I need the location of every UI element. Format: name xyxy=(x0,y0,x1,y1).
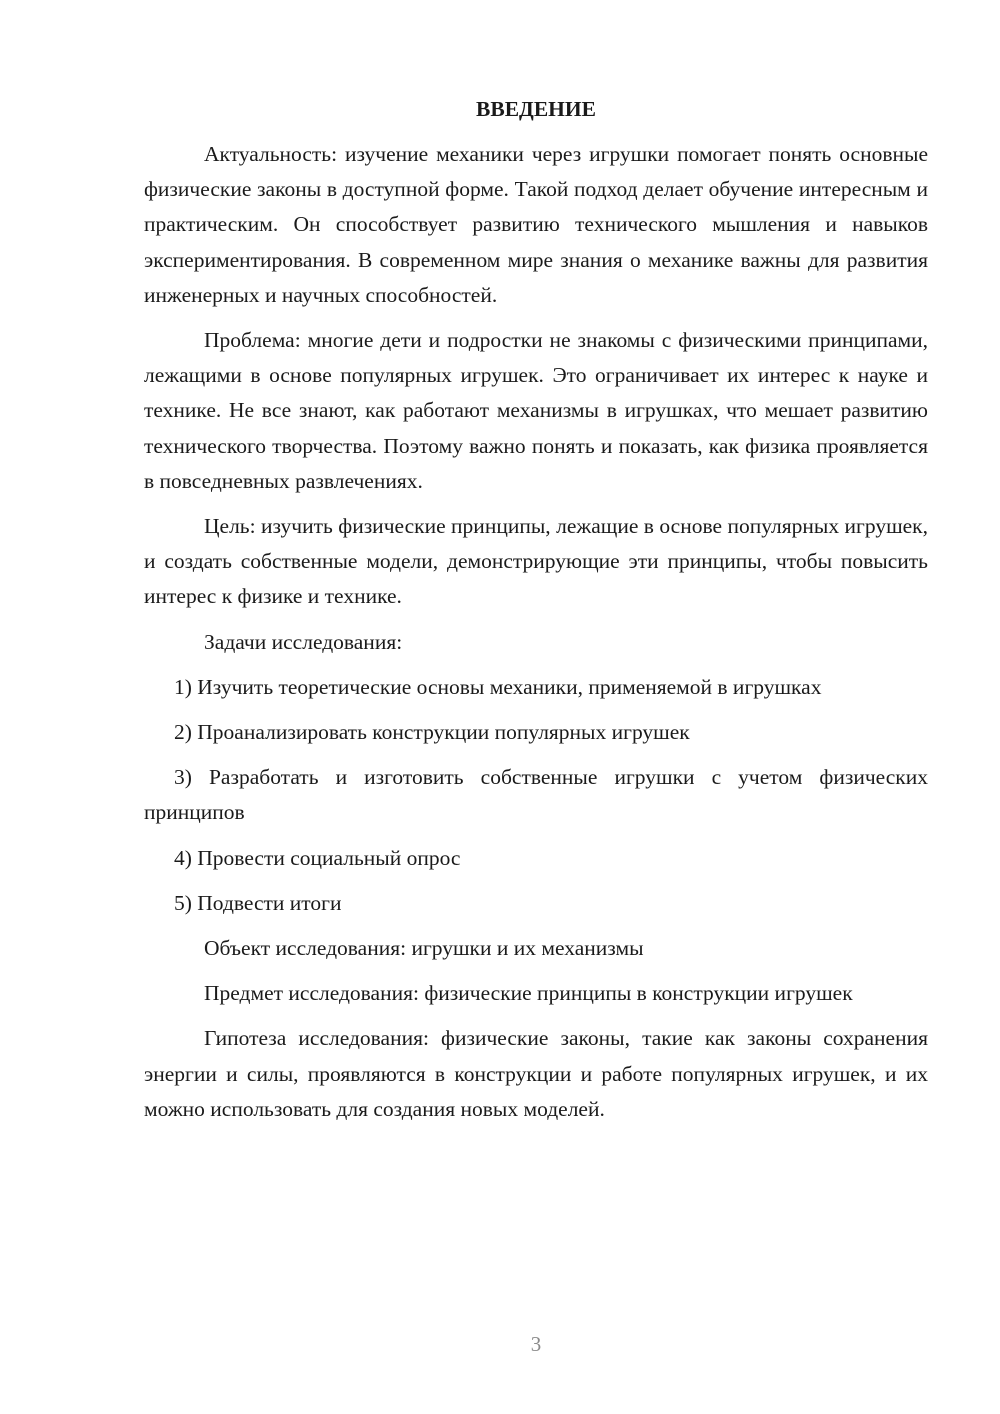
relevance-paragraph: Актуальность: изучение механики через игрушки помогает понять основные физические законы в доступной форме. Такой подход делает обучение интересным и практическим. Он способствует развитию технического мышления и навыков экспериментирования. В современном мире знания о механике важны для развития инженерных и научных способностей. xyxy=(144,142,928,307)
task-item: 5) Подвести итоги xyxy=(174,890,342,915)
problem-paragraph: Проблема: многие дети и подростки не знакомы с физическими принципами, лежащими в основе популярных игрушек. Это ограничивает их интерес к науке и технике. Не все знают, как работают механизмы в игрушках, что мешает развитию технического творчества. Поэтому важно понять и показать, как физика проявляется в повседневных развлечениях. xyxy=(144,328,928,493)
task-item: 3) Разработать и изготовить собственные игрушки с учетом физических принципов xyxy=(144,765,928,825)
task-item: 4) Провести социальный опрос xyxy=(174,845,461,870)
tasks-heading: Задачи исследования: xyxy=(204,629,403,654)
document-page xyxy=(144,92,928,1137)
object-paragraph: Объект исследования: игрушки и их механизмы xyxy=(204,936,644,961)
hypothesis-paragraph: Гипотеза исследования: физические законы, такие как законы сохранения энергии и силы, проявляются в конструкции и работе популярных игрушек, и их можно использовать для создания новых моделей. xyxy=(144,1026,928,1121)
goal-paragraph: Цель: изучить физические принципы, лежащие в основе популярных игрушек, и создать собственные модели, демонстрирующие эти принципы, чтобы повысить интерес к физике и технике. xyxy=(144,514,928,609)
task-item: 1) Изучить теоретические основы механики, применяемой в игрушках xyxy=(174,674,822,699)
subject-paragraph: Предмет исследования: физические принципы в конструкции игрушек xyxy=(204,981,853,1006)
task-item: 2) Проанализировать конструкции популярных игрушек xyxy=(174,720,690,745)
section-title: ВВЕДЕНИЕ xyxy=(476,97,596,121)
page-number: 3 xyxy=(530,1332,542,1356)
